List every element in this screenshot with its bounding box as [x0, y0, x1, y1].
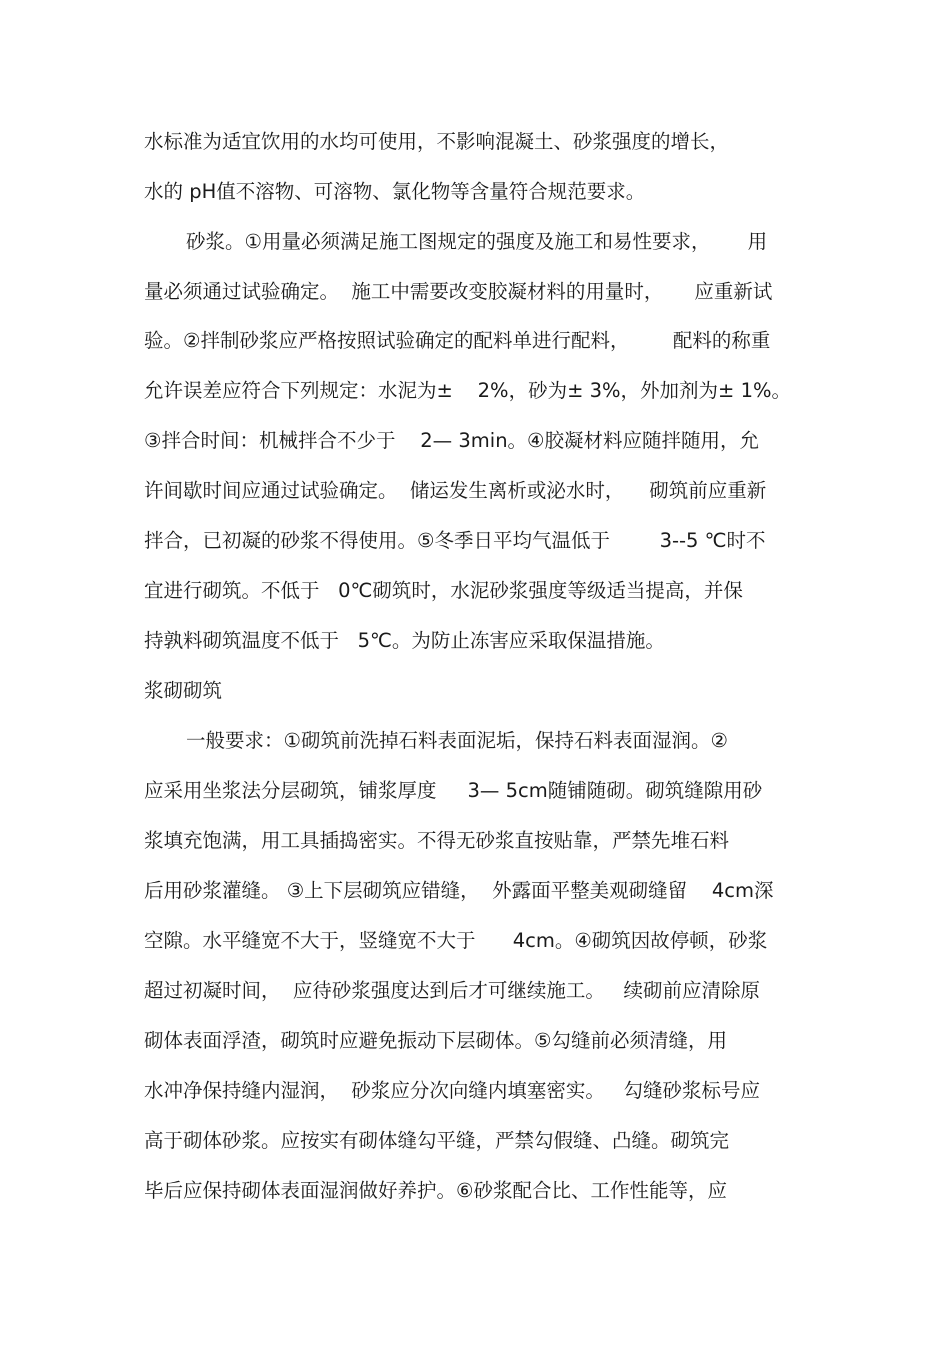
text-line: 许间歇时间应通过试验确定。 储运发生离析或泌水时， 砌筑前应重新: [144, 479, 767, 502]
text-line: 水冲净保持缝内湿润， 砂浆应分次向缝内填塞密实。 勾缝砂浆标号应: [144, 1079, 760, 1102]
text-line: 验。②拌制砂浆应严格按照试验确定的配料单进行配料， 配料的称重: [144, 329, 771, 352]
text-line: 应采用坐浆法分层砌筑，铺浆厚度 3— 5cm随铺随砌。砌筑缝隙用砂: [144, 779, 763, 802]
text-line: 毕后应保持砌体表面湿润做好养护。⑥砂浆配合比、工作性能等，应: [144, 1179, 727, 1202]
text-line: 水标准为适宜饮用的水均可使用，不影响混凝土、砂浆强度的增长，: [144, 130, 730, 153]
paragraph-start-line: 砂浆。①用量必须满足施工图规定的强度及施工和易性要求， 用: [186, 230, 768, 253]
text-line: 允许误差应符合下列规定：水泥为± 2%，砂为± 3%，外加剂为± 1%。: [144, 379, 792, 402]
text-line: 高于砌体砂浆。应按实有砌体缝勾平缝，严禁勾假缝、凸缝。砌筑完: [144, 1129, 730, 1152]
text-line: 拌合，已初凝的砂浆不得使用。⑤冬季日平均气温低于 3--5 ℃时不: [144, 529, 766, 552]
text-line: 后用砂浆灌缝。 ③上下层砌筑应错缝， 外露面平整美观砌缝留 4cm深: [144, 879, 774, 902]
text-line: 空隙。水平缝宽不大于，竖缝宽不大于 4cm。④砌筑因故停顿，砂浆: [144, 929, 768, 952]
section-heading: 浆砌砌筑: [144, 679, 223, 702]
text-line: 量必须通过试验确定。 施工中需要改变胶凝材料的用量时， 应重新试: [144, 280, 773, 303]
paragraph-start-line: 一般要求：①砌筑前洗掉石料表面泥垢，保持石料表面湿润。②: [186, 729, 728, 752]
text-line: 宜进行砌筑。不低于 0℃砌筑时，水泥砂浆强度等级适当提高，并保: [144, 579, 743, 602]
text-line: ③拌合时间：机械拌合不少于 2— 3min。④胶凝材料应随拌随用，允: [144, 429, 760, 452]
text-line: 超过初凝时间， 应待砂浆强度达到后才可继续施工。 续砌前应清除原: [144, 979, 760, 1002]
text-line: 浆填充饱满，用工具插捣密实。不得无砂浆直按贴靠，严禁先堆石料: [144, 829, 730, 852]
text-line: 水的 pH值不溶物、可溶物、氯化物等含量符合规范要求。: [144, 180, 646, 203]
text-line: 砌体表面浮渣，砌筑时应避免振动下层砌体。⑤勾缝前必须清缝，用: [144, 1029, 727, 1052]
text-line: 持孰料砌筑温度不低于 5℃。为防止冻害应采取保温措施。: [144, 629, 665, 652]
